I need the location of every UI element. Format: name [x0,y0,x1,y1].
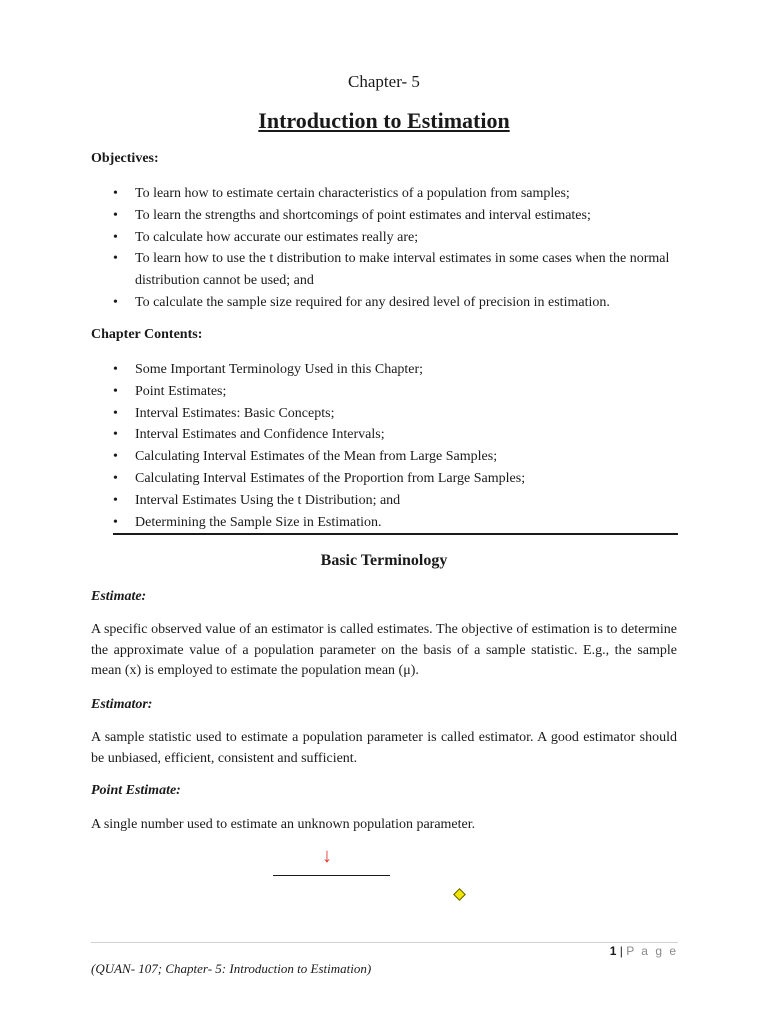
page-number [610,944,678,958]
list-item: • Determining the Sample Size in Estimation. [113,512,681,534]
page-number-value: 1 [609,944,617,958]
list-item: • To learn how to use the t distribution to make interval estimates in some cases when the normal distribution cannot be used; and [113,248,681,292]
point-estimate-paragraph: A single number used to estimate an unknown population parameter. [91,817,476,832]
list-item: • Some Important Terminology Used in this Chapter; [113,359,681,381]
list-item: • To learn the strengths and shortcomings of point estimates and interval estimates; [113,205,681,227]
page-title: Introduction to Estimation [258,108,510,133]
page-label: P a g e [626,944,678,958]
list-item: • To calculate the sample size required for any desired level of precision in estimation. [113,292,681,314]
estimator-paragraph: A sample statistic used to estimate a population parameter is called estimator. A good estimator should be unbiased, efficient, consistent and sufficient. [91,730,677,766]
page-separator: | [619,944,623,958]
objectives-list [113,183,681,314]
chapter-label: Chapter- 5 [348,72,420,91]
section-title: Basic Terminology [320,552,448,569]
contents-list [113,359,681,533]
contents-heading: Chapter Contents: [91,327,203,342]
footer-text: (QUAN- 107; Chapter- 5: Introduction to Estimation) [91,961,372,976]
list-item: • Calculating Interval Estimates of the Proportion from Large Samples; [113,468,681,490]
underline-blank [273,875,390,876]
section-divider [113,533,678,535]
diamond-icon [453,888,466,901]
footer-divider [91,942,678,943]
list-item: • To learn how to estimate certain characteristics of a population from samples; [113,183,681,205]
list-item: • Interval Estimates: Basic Concepts; [113,403,681,425]
list-item: • Interval Estimates and Confidence Intervals; [113,424,681,446]
list-item: • Point Estimates; [113,381,681,403]
estimate-paragraph: A specific observed value of an estimator is called estimates. The objective of estimation is to determine the approximate value of a population parameter on the basis of a sample statistic. E.g., the sample mean (x) is employed to estimate the population mean (μ). [91,622,677,678]
estimator-heading: Estimator: [91,697,153,712]
objectives-heading: Objectives: [91,151,159,166]
list-item: • Interval Estimates Using the t Distribution; and [113,490,681,512]
list-item: • To calculate how accurate our estimates really are; [113,227,681,249]
point-estimate-heading: Point Estimate: [91,783,181,798]
estimate-heading: Estimate: [91,589,147,604]
down-arrow-icon: ↓ [322,845,332,867]
list-item: • Calculating Interval Estimates of the Mean from Large Samples; [113,446,681,468]
